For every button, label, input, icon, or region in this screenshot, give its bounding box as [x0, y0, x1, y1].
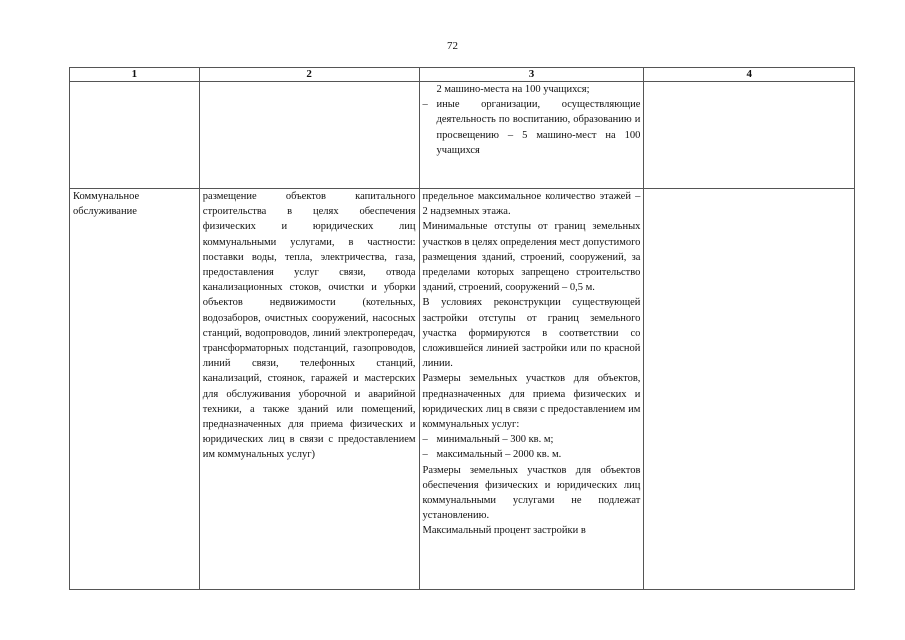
column-header-1: 1	[70, 68, 200, 82]
cell-col4	[644, 82, 855, 189]
paragraph: Максимальный процент застройки в	[422, 525, 586, 537]
table-header-row	[70, 68, 855, 82]
list-item-text: максимальный – 2000 кв. м.	[436, 449, 562, 461]
list-item	[423, 447, 641, 462]
paragraph: Размеры земельных участков для объектов, предназначенных для приема физических и юридических лиц в связи с предоставлением им коммунальных услуг:	[422, 373, 641, 431]
dash-bullet: –	[422, 449, 428, 461]
paragraph: Размеры земельных участков для объектов обеспечения физических и юридических лиц коммунальными услугами не подлежат установлению.	[422, 464, 641, 522]
list-item	[423, 432, 641, 447]
cell-col1	[70, 82, 200, 189]
column-header-3: 3	[419, 68, 644, 82]
list-item	[423, 97, 641, 158]
table-row-communal-services	[70, 189, 855, 590]
cell-col2	[199, 82, 419, 189]
paragraph: предельное максимальное количество этажей – 2 надземных этажа.	[422, 191, 641, 218]
parameters-cell	[419, 189, 644, 590]
parking-norm-line: 2 машино-места на 100 учащихся;	[436, 84, 590, 95]
column-header-2: 2	[199, 68, 419, 82]
dash-bullet: –	[422, 434, 428, 446]
regulations-table	[69, 67, 855, 590]
list-item-text: иные организации, осуществляющие деятельность по воспитанию, образованию и просвещению – 5 машино-мест на 100 учащихся	[436, 99, 641, 156]
cell-col3	[419, 82, 644, 189]
table-row-continuation	[70, 82, 855, 189]
paragraph: Минимальные отступы от границ земельных участков в целях определения мест допустимого размещения зданий, строений, сооружений, за пределами которых запрещено строительство зданий, строений, сооружений – 0,5 м.	[422, 221, 641, 294]
paragraph: В условиях реконструкции существующей застройки отступы от границ земельного участка формируются в соответствии со сложившейся линией застройки или по красной линии.	[422, 297, 641, 370]
use-type-description: размещение объектов капитального строительства в целях обеспечения физических и юридических лиц коммунальными услугами, в частности: поставки воды, тепла, электричества, газа, предоставления услуг связи, отвода канализационных стоков, очистки и уборки объектов недвижимости (котельных, водозаборов, очистных сооружений, насосных станций, водопроводов, линий электропередач, трансформаторных подстанций, газопроводов, линий связи, телефонных станций, канализаций, стоянок, гаражей и мастерских для обслуживания уборочной и аварийной техники, а также зданий или помещений, предназначенных для приема физических и юридических лиц в связи с предоставлением им коммунальных услуг)	[199, 189, 419, 590]
page-number: 72	[447, 40, 458, 52]
column-header-4: 4	[644, 68, 855, 82]
cell-col4	[644, 189, 855, 590]
use-type-name: Коммунальное обслуживание	[70, 189, 200, 590]
list-item-text: минимальный – 300 кв. м;	[436, 434, 554, 446]
dash-bullet: –	[422, 99, 428, 111]
